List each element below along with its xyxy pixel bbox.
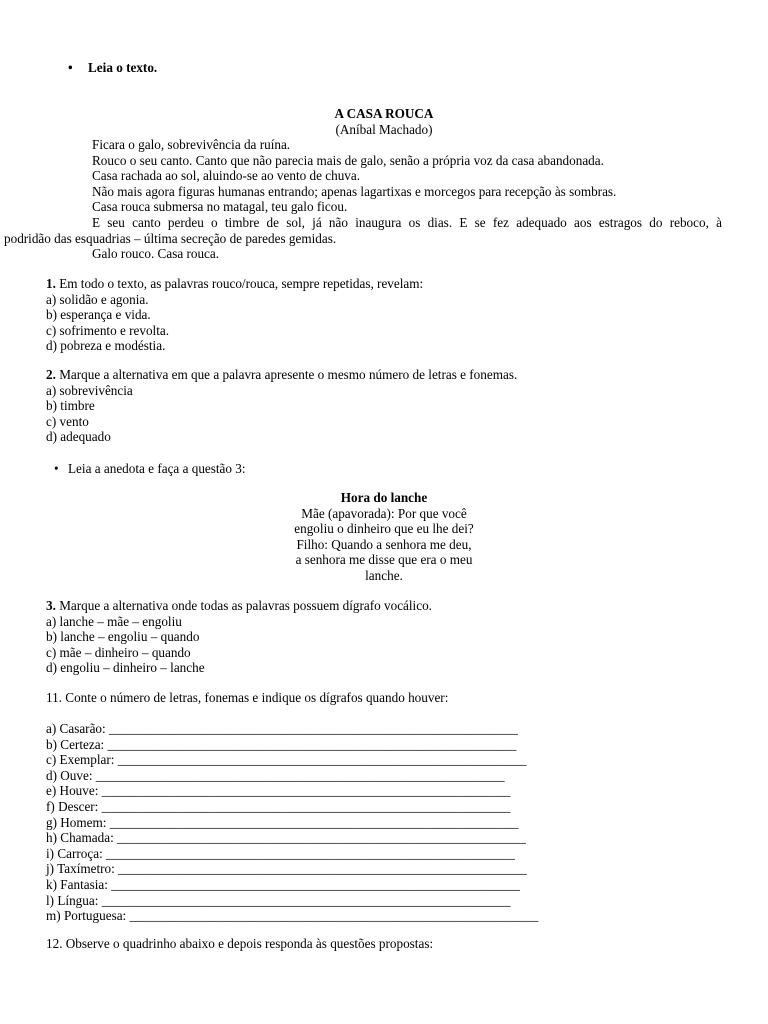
anecdote-box	[46, 490, 722, 584]
question-stem: Marque a alternativa onde todas as palavras possuem dígrafo vocálico.	[55, 598, 432, 613]
intro-label: Leia o texto.	[88, 60, 158, 75]
text-header	[46, 106, 722, 137]
option-b: b) timbre	[46, 398, 95, 414]
option-c: c) vento	[46, 413, 89, 429]
answer-line-casarao[interactable]: a) Casarão: ______________________________________________________________	[46, 721, 518, 736]
text-paragraph: Casa rachada ao sol, aluindo-se ao vento de chuva.	[92, 168, 361, 184]
answer-line-descer[interactable]: f) Descer: ______________________________________________________________	[46, 798, 511, 814]
anecdote-label: Leia a anedota e faça a questão 3:	[68, 461, 246, 476]
question-3	[46, 598, 722, 676]
option-a: a) solidão e agonia.	[46, 291, 149, 307]
text-paragraph-long-line2: podridão das esquadrias – última secreção de paredes gemidas.	[4, 230, 337, 246]
text-paragraph-long-line1: E seu canto perdeu o timbre de sol, já não inaugura os dias. E se fez adequado aos estragos do reboco, à	[92, 214, 722, 230]
question-11	[46, 690, 722, 706]
anecdote-line: Filho: Quando a senhora me deu,	[296, 536, 472, 552]
question-12	[46, 936, 722, 952]
bullet-icon: •	[54, 461, 59, 476]
answer-line-homem[interactable]: g) Homem: ______________________________________________________________	[46, 814, 519, 830]
anecdote-line: Mãe (apavorada): Por que você	[301, 505, 467, 521]
option-a: a) sobrevivência	[46, 382, 133, 398]
option-a: a) lanche – mãe – engoliu	[46, 613, 182, 629]
option-d: d) engoliu – dinheiro – lanche	[46, 660, 205, 676]
anecdote-instruction	[46, 461, 722, 477]
answer-line-chamada[interactable]: h) Chamada: ______________________________________________________________	[46, 830, 526, 846]
text-paragraph: Casa rouca submersa no matagal, teu galo ficou.	[92, 199, 348, 215]
question-stem: Em todo o texto, as palavras rouco/rouca, sempre repetidas, revelam:	[55, 276, 424, 291]
question-stem: 12. Observe o quadrinho abaixo e depois responda às questões propostas:	[46, 936, 434, 951]
text-paragraph: Galo rouco. Casa rouca.	[92, 246, 220, 262]
answer-line-taximetro[interactable]: j) Taxímetro: ______________________________________________________________	[46, 861, 527, 877]
question-2	[46, 367, 722, 445]
answer-line-portuguesa[interactable]: m) Portuguesa: ______________________________________________________________	[46, 908, 539, 924]
anecdote-line: a senhora me disse que era o meu	[295, 552, 473, 568]
question-number: 3.	[46, 598, 56, 613]
text-paragraph: Ficara o galo, sobrevivência da ruína.	[92, 137, 291, 152]
question-number: 2.	[46, 367, 56, 382]
question-number: 1.	[46, 276, 56, 291]
text-paragraph: Não mais agora figuras humanas entrando; apenas lagartixas e morcegos para recepção às sombras.	[92, 183, 617, 199]
anecdote-line: lanche.	[365, 567, 403, 583]
option-b: b) lanche – engoliu – quando	[46, 629, 200, 645]
anecdote-title: Hora do lanche	[340, 490, 428, 505]
question-1	[46, 276, 722, 354]
text-author: (Aníbal Machado)	[335, 121, 433, 137]
anecdote-line: engoliu o dinheiro que eu lhe dei?	[294, 521, 474, 537]
answer-line-houve[interactable]: e) Houve: ______________________________________________________________	[46, 783, 511, 799]
answer-line-lingua[interactable]: l) Língua: ______________________________________________________________	[46, 892, 511, 908]
question-11-items	[46, 721, 722, 924]
intro-instruction	[46, 60, 722, 76]
option-c: c) sofrimento e revolta.	[46, 322, 170, 338]
answer-line-carroca[interactable]: i) Carroça: ______________________________________________________________	[46, 845, 515, 861]
answer-line-exemplar[interactable]: c) Exemplar: ______________________________________________________________	[46, 752, 527, 768]
question-stem: 11. Conte o número de letras, fonemas e indique os dígrafos quando houver:	[46, 690, 449, 705]
option-d: d) pobreza e modéstia.	[46, 338, 166, 354]
option-d: d) adequado	[46, 429, 111, 445]
answer-line-certeza[interactable]: b) Certeza: ______________________________________________________________	[46, 736, 517, 752]
question-stem: Marque a alternativa em que a palavra apresente o mesmo número de letras e fonemas.	[55, 367, 518, 382]
text-paragraph: Rouco o seu canto. Canto que não parecia mais de galo, senão a própria voz da casa abandonada.	[92, 152, 604, 168]
answer-line-ouve[interactable]: d) Ouve: ______________________________________________________________	[46, 767, 505, 783]
text-title: A CASA ROUCA	[334, 106, 434, 121]
answer-line-fantasia[interactable]: k) Fantasia: ______________________________________________________________	[46, 876, 521, 892]
option-b: b) esperança e vida.	[46, 307, 151, 323]
option-c: c) mãe – dinheiro – quando	[46, 644, 191, 660]
bullet-icon: •	[68, 60, 73, 75]
text-body	[4, 137, 722, 262]
